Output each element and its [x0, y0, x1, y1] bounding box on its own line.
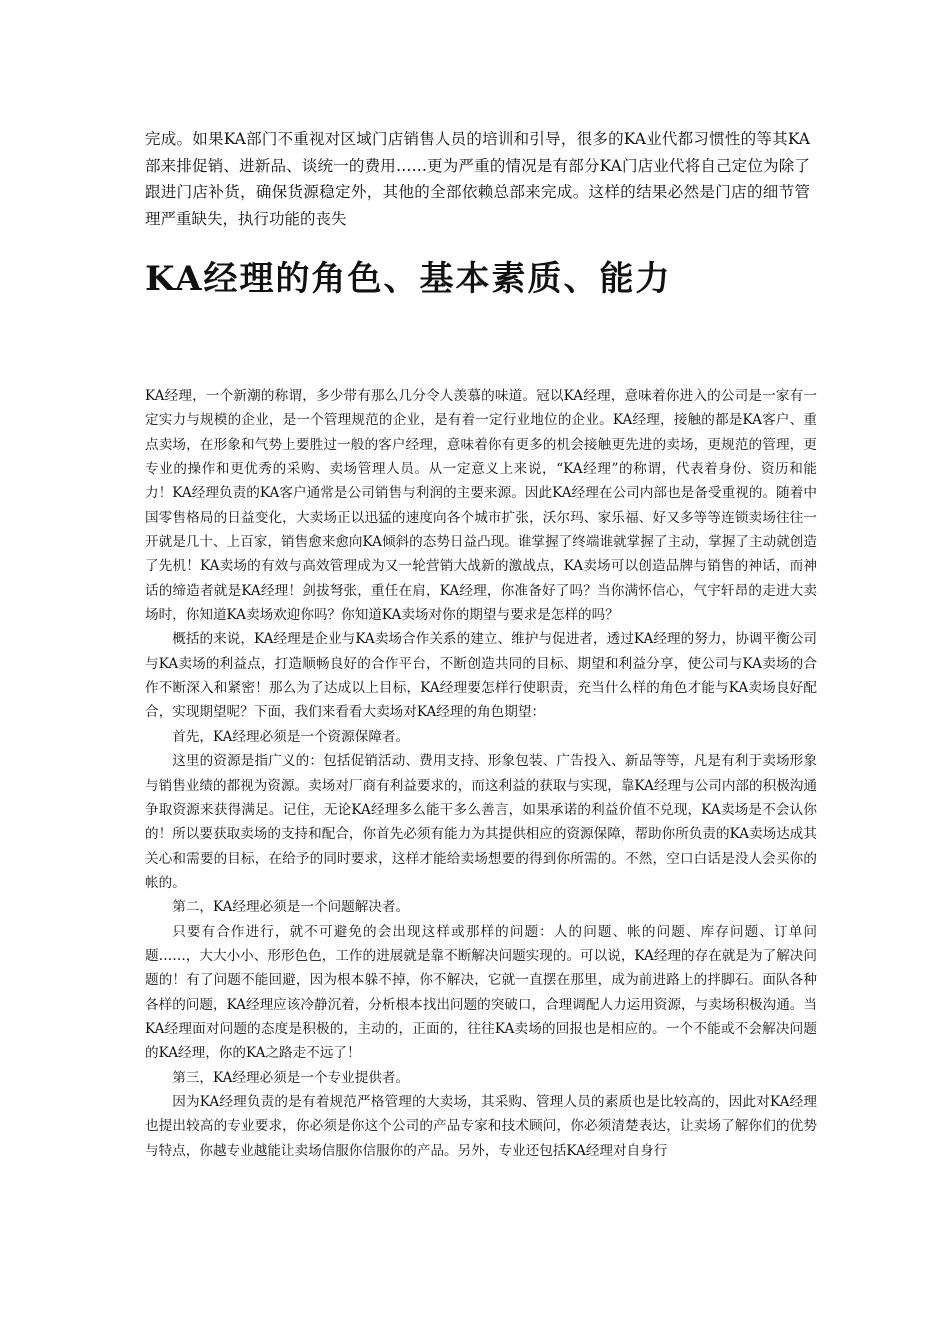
paragraph-role-3-body: 因为KA经理负责的是有着规范严格管理的大卖场，其采购、管理人员的素质也是比较高的，因此对KA经理也提出较高的专业要求，你必须是你这个公司的产品专家和技术顾问，你必须清楚表达，让卖场了解你们的优势与特点，你越专业越能让卖场信服你信服你的产品。另外，专业还包括KA经理对自身行: [145, 1093, 817, 1159]
paragraph-overview: 概括的来说，KA经理是企业与KA卖场合作关系的建立、维护与促进者，透过KA经理的努力，协调平衡公司与KA卖场的利益点，打造顺畅良好的合作平台，不断创造共同的目标、期望和利益分享，使公司与KA卖场的合作不断深入和紧密！那么为了达成以上目标，KA经理要怎样行使职责，充当什么样的角色才能与KA卖场良好配合，实现期望呢？下面，我们来看看大卖场对KA经理的角色期望：: [145, 631, 817, 721]
paragraph-role-3-heading: 第三，KA经理必须是一个专业提供者。: [172, 1069, 410, 1086]
body-text: [145, 384, 817, 1163]
paragraph-role-1-heading: 首先，KA经理必须是一个资源保障者。: [172, 728, 410, 745]
intro-paragraph: 完成。如果KA部门不重视对区域门店销售人员的培训和引导，很多的KA业代都习惯性的等其KA部来排促销、进新品、谈统一的费用……更为严重的情况是有部分KA门店业代将自己定位为除了跟进门店补货，确保货源稳定外，其他的全部依赖总部来完成。这样的结果必然是门店的细节管理严重缺失，执行功能的丧失: [145, 130, 810, 228]
paragraph-role-2-heading: 第二，KA经理必须是一个问题解决者。: [172, 899, 410, 916]
section-heading: KA经理的角色、基本素质、能力: [145, 259, 672, 299]
paragraph-role-2-body: 只要有合作进行，就不可避免的会出现这样或那样的问题：人的问题、帐的问题、库存问题、订单问题……，大大小小、形形色色，工作的进展就是靠不断解决问题实现的。可以说，KA经理的存在就是为了解决问题的！有了问题不能回避，因为根本躲不掉，你不解决，它就一直摆在那里，成为前进路上的拌脚石。面队各种各样的问题，KA经理应该冷静沉着，分析根本找出问题的突破口，合理调配人力运用资源，与卖场积极沟通。当KA经理面对问题的态度是积极的，主动的，正面的，往往KA卖场的回报也是相应的。一个不能或不会解决问题的KA经理，你的KA之路走不远了！: [145, 923, 817, 1062]
paragraph-role-1-body: 这里的资源是指广义的：包括促销活动、费用支持、形象包装、广告投入、新品等等，凡是有利于卖场形象与销售业绩的都视为资源。卖场对厂商有利益要求的，而这利益的获取与实现，靠KA经理与公司内部的积极沟通争取资源来获得满足。记住，无论KA经理多么能干多么善言，如果承诺的利益价值不兑现，KA卖场是不会认你的！所以要获取卖场的支持和配合，你首先必须有能力为其提供相应的资源保障，帮助你所负责的KA卖场达成其关心和需要的目标，在给予的同时要求，这样才能给卖场想要的得到你所需的。不然，空口白话是没人会买你的帐的。: [145, 753, 817, 891]
paragraph-intro: KA经理，一个新潮的称谓，多少带有那么几分令人羡慕的味道。冠以KA经理，意味着你进入的公司是一家有一定实力与规模的企业，是一个管理规范的企业，是有着一定行业地位的企业。KA经理，接触的都是KA客户、重点卖场，在形象和气势上要胜过一般的客户经理，意味着你有更多的机会接触更先进的卖场，更规范的管理，更专业的操作和更优秀的采购、卖场管理人员。从一定意义上来说，“KA经理”的称谓，代表着身份、资历和能力！KA经理负责的KA客户通常是公司销售与利润的主要来源。因此KA经理在公司内部也是备受重视的。随着中国零售格局的日益变化，大卖场正以迅猛的速度向各个城市扩张，沃尔玛、家乐福、好又多等等连锁卖场往往一开就是几十、上百家，销售愈来愈向KA倾斜的态势日益凸现。谁掌握了终端谁就掌握了主动，掌握了主动就创造了先机！KA卖场的有效与高效管理成为又一轮营销大战新的激战点，KA卖场可以创造品牌与销售的神话，而神话的缔造者就是KA经理！剑拔弩张，重任在肩，KA经理，你准备好了吗？当你满怀信心，气宇轩昂的走进大卖场时，你知道KA卖场欢迎你吗？你知道KA卖场对你的期望与要求是怎样的吗？: [145, 388, 817, 624]
